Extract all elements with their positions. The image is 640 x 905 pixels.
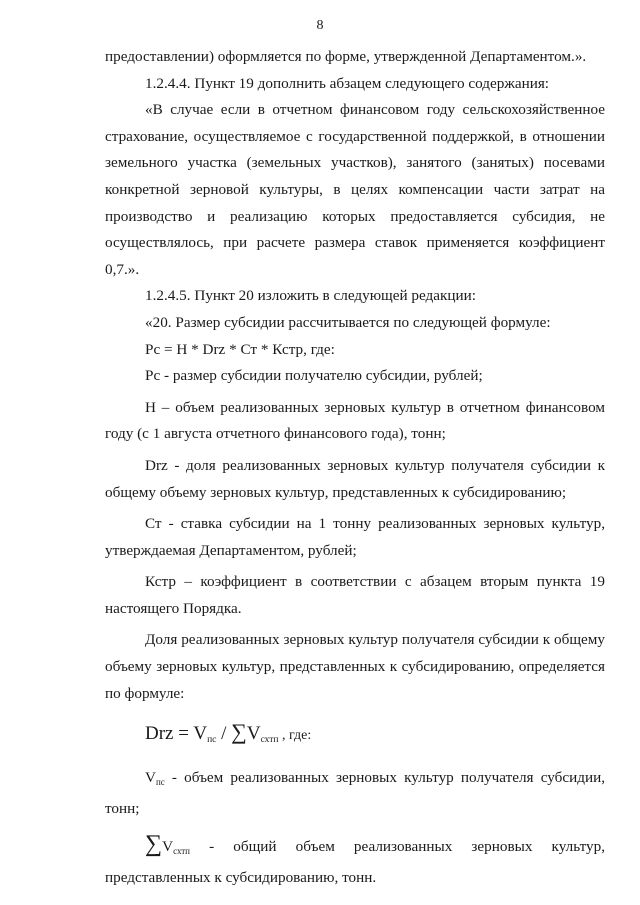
paragraph-1-2-4-5: 1.2.4.5. Пункт 20 изложить в следующей редакции: — [145, 287, 476, 305]
def-sum-v: V — [162, 838, 174, 856]
def-sum-text: - общий объем реализованных зерновых культур, представленных к субсидированию, тонн. — [105, 838, 605, 887]
page-number: 8 — [316, 18, 324, 33]
paragraph-def-drz: Drz - доля реализованных зерновых культур получателя субсидии к общему объему зерновых культур, представленных к субсидированию; — [105, 456, 605, 501]
paragraph-formula-rc: Рс = Н * Drz * Ст * Кстр, где: — [145, 340, 335, 358]
paragraph-1-2-4-4: 1.2.4.4. Пункт 19 дополнить абзацем следующего содержания: — [145, 74, 550, 92]
formula-drz — [105, 716, 605, 756]
paragraph-point-20: «20. Размер субсидии рассчитывается по следующей формуле: — [145, 313, 551, 331]
formula-sub-ps: пс — [207, 735, 217, 746]
paragraph-drz-intro: Доля реализованных зерновых культур получателя субсидии к общему объему зерновых культур, представленных к субсидированию, определяется по формуле: — [105, 631, 605, 702]
def-v-text: - объем реализованных зерновых культур получателя субсидии, тонн; — [105, 769, 605, 817]
paragraph-def-sum — [105, 831, 605, 891]
formula-sub-shtp: схтп — [260, 735, 279, 746]
sum-symbol-def: ∑ — [145, 831, 163, 858]
paragraph-def-n: Н – объем реализованных зерновых культур в отчетном финансовом году (с 1 августа отчетного финансового года), тонн; — [105, 398, 605, 443]
def-v-sub: пс — [155, 777, 165, 788]
def-v-symbol: V — [145, 769, 156, 787]
paragraph-def-st: Ст - ставка субсидии на 1 тонну реализованных зерновых культур, утверждаемая Департаментом, рублей; — [105, 515, 605, 559]
sum-symbol: ∑ — [231, 719, 247, 745]
paragraph-def-kstr: Кстр – коэффициент в соответствии с абзацем вторым пункта 19 настоящего Порядка. — [105, 573, 605, 617]
formula-v: V — [246, 723, 261, 745]
paragraph-quote-19: «В случае если в отчетном финансовом году сельскохозяйственное страхование, осуществляемое с государственной поддержкой, в отношении земельного участка (земельных участков), занятого (занятых) посевами конкретной зерновой культуры, в целях компенсации части затрат на производство и реализацию которых предоставляется субсидия, не осуществлялось, при расчете размера ставок применяется коэффициент 0,7.». — [105, 101, 605, 278]
formula-tail: , где: — [278, 728, 312, 744]
document-body — [105, 44, 605, 892]
def-sum-sub: схтп — [173, 846, 190, 857]
formula-lhs: Drz = V — [145, 723, 208, 745]
paragraph-def-vps — [105, 765, 605, 822]
formula-slash: / — [216, 723, 232, 745]
paragraph-def-rc: Рс - размер субсидии получателю субсидии, рублей; — [145, 367, 483, 385]
paragraph-continuation: предоставлении) оформляется по форме, утвержденной Департаментом.». — [105, 48, 587, 65]
